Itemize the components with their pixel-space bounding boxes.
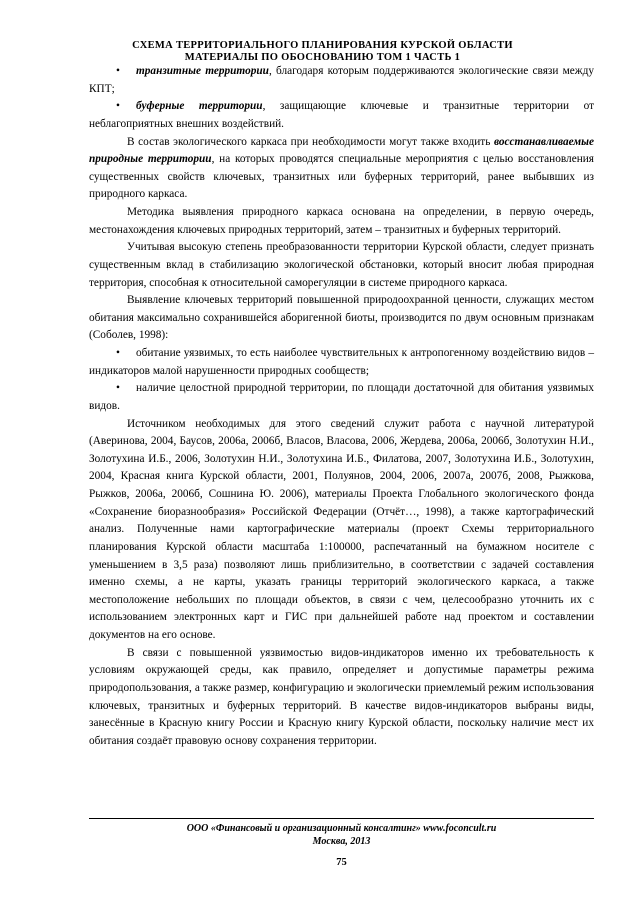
footer-divider <box>89 818 594 819</box>
term-buffer-territories: буферные территории <box>136 100 263 113</box>
bullet-text: , благодаря которым поддерживаются экологические связи между КПТ; <box>89 65 595 95</box>
document-body <box>89 63 594 750</box>
page-number: 75 <box>336 857 347 868</box>
page-header-title: СХЕМА ТЕРРИТОРИАЛЬНОГО ПЛАНИРОВАНИЯ КУРСКОЙ ОБЛАСТИ <box>132 40 513 51</box>
paragraph-methodology: Методика выявления природного каркаса основана на определении, в первую очередь, местонахождения ключевых природных территорий, затем – транзитных и буферных территорий. <box>89 206 594 236</box>
bullet-icon: • <box>116 100 120 113</box>
bullet-integral-territory <box>89 380 594 415</box>
bullet-icon: • <box>116 347 120 359</box>
bullet-text: обитание уязвимых, то есть наиболее чувствительных к антропогенному воздействию видов – индикаторов малой нарушенности природных сообществ; <box>89 347 594 377</box>
page-header-subtitle: МАТЕРИАЛЫ ПО ОБОСНОВАНИЮ ТОМ 1 ЧАСТЬ 1 <box>184 52 461 63</box>
bullet-vulnerable-species <box>89 345 594 380</box>
term-transit-territories: транзитные территории <box>136 65 269 77</box>
paragraph-text: В состав экологического каркаса при необходимости могут также входить <box>127 135 494 148</box>
term-restorable-territories: восстанавливаемые природные территории <box>89 135 594 166</box>
paragraph-restorable-territories <box>89 134 594 205</box>
bullet-icon: • <box>116 65 120 77</box>
bullet-transit-territories <box>89 63 594 98</box>
footer-city-year: Москва, 2013 <box>312 836 371 847</box>
paragraph-transformation: Учитывая высокую степень преобразованности территории Курской области, следует признать существенным вклад в стабилизацию экологической обстановки, который вносит любая природная территория, способная к относительной саморегуляции в системе природного каркаса. <box>89 241 594 289</box>
paragraph-sources: Источником необходимых для этого сведений служит работа с научной литературой (Аверинова, 2004, Баусов, 2006а, 2006б, Власов, Власова, 2006, Жердева, 2006а, 2006б, Золотухин Н.И., Золотухина И.Б., 2006, Золотухин Н.И., Золотухина И.Б., Филатова, 2007, Золотухина И.Б., Золотухин, 2004, Красная книга Курской области, 2001, Полуянов, 2004, 2006, 2007а, 2007б, 2008, Рыжкова, Рыжков, 2006а, 2006б, Сошнина Ю. 2006), материалы Проекта Глобального экологического фонда «Сохранение биоразнообразия» Российской Федерации (Отчёт…, 1998), а также картографический анализ. Полученные нами картографические материалы (проект Схемы территориального планирования Курской области масштаба 1:100000, распечатанный на бумажном носителе с уменьшением в 3,5 раза) позволяют лишь приблизительно, в соответствии с задачей составления именно схемы, а не карты, указать границы территорий экологического каркаса, а также местоположение небольших по площади объектов, в связи с чем, целесообразно уточнить их с использованием электронных карт и ГИС при дальнейшей работе над проектом и составлении документов на его основе. <box>89 417 594 641</box>
bullet-text: , защищающие ключевые и транзитные территории от неблагоприятных внешних воздействий. <box>89 100 595 130</box>
paragraph-text: , на которых проводятся специальные мероприятия с целью восстановления существенных свойств ключевых, транзитных или буферных территорий, ранее выбывших из природного каркаса. <box>89 153 594 201</box>
bullet-buffer-territories <box>89 98 594 133</box>
footer-company: ООО «Финансовый и организационный консалтинг» www.foconcult.ru <box>186 823 497 834</box>
bullet-icon: • <box>116 382 120 395</box>
paragraph-key-territories: Выявление ключевых территорий повышенной природоохранной ценности, служащих местом обитания максимально сохранившейся аборигенной биоты, производится по двум основным признакам (Соболев, 1998): <box>89 294 594 342</box>
paragraph-indicator-species: В связи с повышенной уязвимостью видов-индикаторов именно их требовательность к условиям окружающей среды, как правило, определяет и допустимые параметры режима природопользования, а также размер, конфигурацию и экологически приемлемый режим использования ключевых, транзитных и буферных территорий. В качестве видов-индикаторов выбраны виды, занесённые в Красную книгу России и Красную книгу Курской области, поскольку наличие мест их обитания создаёт правовую основу сохранения территории. <box>89 646 594 747</box>
bullet-text: наличие целостной природной территории, по площади достаточной для обитания уязвимых видов. <box>89 382 594 412</box>
